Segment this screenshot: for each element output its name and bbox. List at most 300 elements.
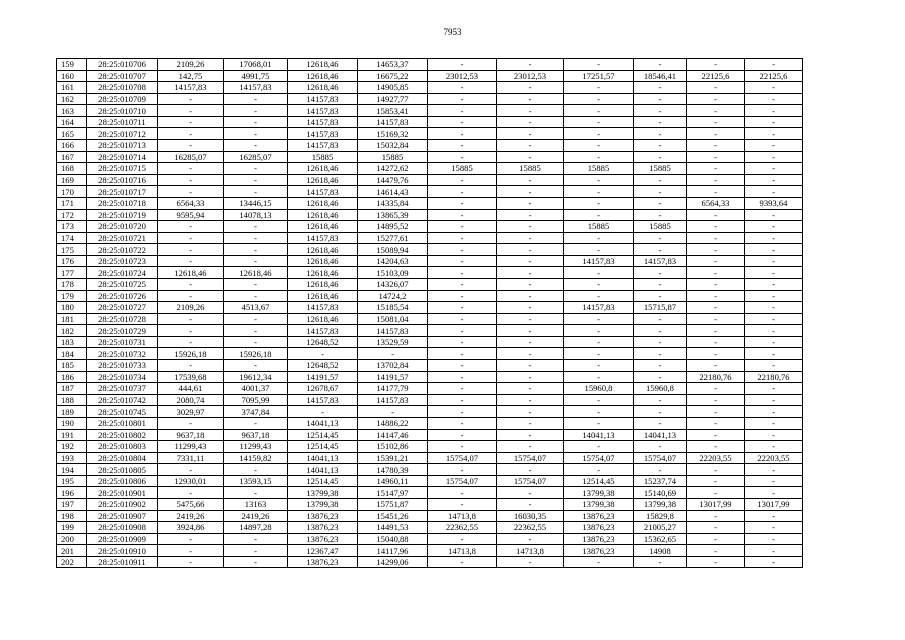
value-cell: 15451,26 — [358, 510, 428, 522]
value-cell: 14157,83 — [288, 325, 358, 337]
value-cell: - — [745, 394, 803, 406]
table-row — [57, 197, 803, 209]
table-row — [57, 140, 803, 152]
cadastral-number-cell: 28:25:010734 — [87, 371, 158, 383]
value-cell: 13799,38 — [288, 487, 358, 499]
value-cell: 12618,46 — [288, 278, 358, 290]
value-cell: 12618,46 — [288, 174, 358, 186]
value-cell: 15885 — [634, 163, 687, 175]
value-cell: - — [428, 140, 497, 152]
value-cell: - — [745, 383, 803, 395]
row-number-cell: 191 — [57, 429, 87, 441]
row-number-cell: 165 — [57, 128, 87, 140]
value-cell: - — [745, 232, 803, 244]
value-cell: 142,75 — [158, 70, 224, 82]
row-number-cell: 184 — [57, 348, 87, 360]
value-cell: - — [634, 82, 687, 94]
value-cell: 22180,76 — [745, 371, 803, 383]
value-cell: - — [224, 313, 288, 325]
table-row — [57, 244, 803, 256]
row-number-cell: 175 — [57, 244, 87, 256]
value-cell: - — [224, 232, 288, 244]
value-cell: - — [687, 348, 745, 360]
value-cell: - — [745, 128, 803, 140]
value-cell: 4001,37 — [224, 383, 288, 395]
value-cell: 15277,61 — [358, 232, 428, 244]
value-cell: - — [497, 244, 564, 256]
value-cell: - — [687, 383, 745, 395]
value-cell: - — [428, 151, 497, 163]
row-number-cell: 182 — [57, 325, 87, 337]
value-cell: 15751,87 — [358, 498, 428, 510]
value-cell: 14147,46 — [358, 429, 428, 441]
value-cell: 14157,83 — [288, 140, 358, 152]
value-cell: - — [687, 325, 745, 337]
value-cell: 14157,83 — [158, 82, 224, 94]
row-number-cell: 183 — [57, 336, 87, 348]
table-row — [57, 545, 803, 557]
value-cell: - — [428, 441, 497, 453]
value-cell: - — [428, 406, 497, 418]
value-cell: 13865,39 — [358, 209, 428, 221]
value-cell: 9637,18 — [158, 429, 224, 441]
value-cell: 13593,15 — [224, 475, 288, 487]
row-number-cell: 194 — [57, 464, 87, 476]
value-cell: - — [564, 406, 634, 418]
value-cell: 14908 — [634, 545, 687, 557]
table-row — [57, 186, 803, 198]
value-cell: - — [745, 140, 803, 152]
value-cell: 13876,23 — [564, 545, 634, 557]
value-cell: 13799,38 — [564, 498, 634, 510]
value-cell: - — [745, 174, 803, 186]
value-cell: - — [745, 151, 803, 163]
value-cell: - — [745, 93, 803, 105]
value-cell: - — [497, 197, 564, 209]
value-cell: - — [564, 267, 634, 279]
value-cell: - — [687, 255, 745, 267]
value-cell: - — [564, 313, 634, 325]
value-cell: 13799,38 — [564, 487, 634, 499]
table-row — [57, 174, 803, 186]
row-number-cell: 177 — [57, 267, 87, 279]
value-cell: 12618,46 — [288, 82, 358, 94]
value-cell: - — [224, 278, 288, 290]
value-cell: - — [428, 360, 497, 372]
value-cell: - — [687, 221, 745, 233]
value-cell: - — [158, 487, 224, 499]
value-cell: - — [745, 59, 803, 71]
value-cell: - — [158, 290, 224, 302]
value-cell: - — [745, 244, 803, 256]
value-cell: 22203,55 — [687, 452, 745, 464]
value-cell: 13799,38 — [288, 498, 358, 510]
value-cell: 14191,57 — [358, 371, 428, 383]
value-cell: 15040,88 — [358, 533, 428, 545]
value-cell: - — [687, 464, 745, 476]
row-number-cell: 179 — [57, 290, 87, 302]
value-cell: 3747,84 — [224, 406, 288, 418]
value-cell: 12618,46 — [288, 313, 358, 325]
value-cell: 12678,67 — [288, 383, 358, 395]
value-cell: 2109,26 — [158, 302, 224, 314]
value-cell: - — [745, 186, 803, 198]
value-cell: 15140,69 — [634, 487, 687, 499]
cadastral-number-cell: 28:25:010909 — [87, 533, 158, 545]
row-number-cell: 176 — [57, 255, 87, 267]
value-cell: - — [745, 209, 803, 221]
cadastral-number-cell: 28:25:010723 — [87, 255, 158, 267]
value-cell: - — [428, 464, 497, 476]
value-cell: - — [564, 371, 634, 383]
value-cell: 13876,23 — [564, 533, 634, 545]
value-cell: 11299,43 — [158, 441, 224, 453]
value-cell: - — [224, 93, 288, 105]
value-cell: 14713,8 — [428, 545, 497, 557]
value-cell: - — [564, 140, 634, 152]
cadastral-number-cell: 28:25:010727 — [87, 302, 158, 314]
value-cell: - — [687, 533, 745, 545]
cadastral-number-cell: 28:25:010804 — [87, 452, 158, 464]
cadastral-number-cell: 28:25:010726 — [87, 290, 158, 302]
value-cell: 14335,84 — [358, 197, 428, 209]
value-cell: 14272,62 — [358, 163, 428, 175]
value-cell: - — [687, 475, 745, 487]
value-cell: - — [634, 336, 687, 348]
value-cell: 14157,83 — [288, 232, 358, 244]
value-cell: - — [564, 290, 634, 302]
value-cell: - — [745, 163, 803, 175]
value-cell: - — [497, 348, 564, 360]
value-cell: - — [428, 244, 497, 256]
value-cell: 2419,26 — [158, 510, 224, 522]
value-cell: - — [158, 221, 224, 233]
value-cell: - — [497, 371, 564, 383]
value-cell: - — [158, 360, 224, 372]
value-cell: 21005,27 — [634, 522, 687, 534]
value-cell: 15960,8 — [564, 383, 634, 395]
value-cell: - — [497, 151, 564, 163]
value-cell: - — [428, 278, 497, 290]
value-cell: - — [745, 313, 803, 325]
value-cell: 15185,54 — [358, 302, 428, 314]
row-number-cell: 198 — [57, 510, 87, 522]
value-cell: 12618,46 — [288, 197, 358, 209]
value-cell: - — [428, 417, 497, 429]
row-number-cell: 162 — [57, 93, 87, 105]
value-cell: - — [687, 151, 745, 163]
value-cell: 14041,13 — [564, 429, 634, 441]
cadastral-value-table — [56, 58, 803, 568]
row-number-cell: 202 — [57, 556, 87, 568]
value-cell: 14157,83 — [288, 394, 358, 406]
value-cell: - — [687, 394, 745, 406]
value-cell: - — [428, 302, 497, 314]
cadastral-number-cell: 28:25:010710 — [87, 105, 158, 117]
value-cell: - — [428, 221, 497, 233]
value-cell: - — [358, 348, 428, 360]
value-cell: - — [428, 336, 497, 348]
value-cell: 5475,66 — [158, 498, 224, 510]
value-cell: - — [428, 116, 497, 128]
value-cell: 444,61 — [158, 383, 224, 395]
value-cell: 14191,57 — [288, 371, 358, 383]
table-row — [57, 417, 803, 429]
value-cell: - — [634, 59, 687, 71]
value-cell: 15391,21 — [358, 452, 428, 464]
value-cell: - — [745, 522, 803, 534]
value-cell: - — [745, 267, 803, 279]
value-cell: - — [745, 325, 803, 337]
value-cell: 4513,67 — [224, 302, 288, 314]
table-row — [57, 82, 803, 94]
cadastral-number-cell: 28:25:010745 — [87, 406, 158, 418]
value-cell: - — [497, 267, 564, 279]
value-cell: - — [497, 429, 564, 441]
value-cell: - — [564, 116, 634, 128]
cadastral-number-cell: 28:25:010709 — [87, 93, 158, 105]
value-cell: - — [428, 556, 497, 568]
cadastral-number-cell: 28:25:010907 — [87, 510, 158, 522]
table-row — [57, 452, 803, 464]
cadastral-number-cell: 28:25:010711 — [87, 116, 158, 128]
value-cell: 13017,99 — [687, 498, 745, 510]
value-cell: - — [687, 336, 745, 348]
table-row — [57, 394, 803, 406]
value-cell: 14895,52 — [358, 221, 428, 233]
value-cell: 15237,74 — [634, 475, 687, 487]
value-cell: - — [564, 209, 634, 221]
value-cell: 14653,37 — [358, 59, 428, 71]
table-row — [57, 128, 803, 140]
value-cell: - — [745, 255, 803, 267]
value-cell: 14897,28 — [224, 522, 288, 534]
cadastral-number-cell: 28:25:010721 — [87, 232, 158, 244]
cadastral-number-cell: 28:25:010712 — [87, 128, 158, 140]
cadastral-number-cell: 28:25:010725 — [87, 278, 158, 290]
value-cell: 14960,11 — [358, 475, 428, 487]
row-number-cell: 192 — [57, 441, 87, 453]
value-cell: 14157,83 — [288, 93, 358, 105]
value-cell: 14157,83 — [224, 82, 288, 94]
value-cell: - — [564, 93, 634, 105]
value-cell: - — [158, 140, 224, 152]
value-cell: - — [158, 186, 224, 198]
value-cell: 7095,99 — [224, 394, 288, 406]
table-row — [57, 406, 803, 418]
table-row — [57, 464, 803, 476]
value-cell: 14041,13 — [634, 429, 687, 441]
value-cell: - — [158, 93, 224, 105]
value-cell: 14157,83 — [288, 186, 358, 198]
table-row — [57, 533, 803, 545]
value-cell: 15102,86 — [358, 441, 428, 453]
row-number-cell: 200 — [57, 533, 87, 545]
table-row — [57, 163, 803, 175]
value-cell: - — [687, 360, 745, 372]
value-cell: - — [745, 336, 803, 348]
value-cell: - — [497, 290, 564, 302]
value-cell: - — [428, 82, 497, 94]
value-cell: 14157,83 — [358, 116, 428, 128]
value-cell: - — [634, 441, 687, 453]
value-cell: - — [224, 244, 288, 256]
value-cell: 11299,43 — [224, 441, 288, 453]
value-cell: 14905,85 — [358, 82, 428, 94]
value-cell: 15089,94 — [358, 244, 428, 256]
value-cell: - — [745, 82, 803, 94]
value-cell: - — [224, 140, 288, 152]
table-row — [57, 59, 803, 71]
value-cell: - — [497, 186, 564, 198]
cadastral-number-cell: 28:25:010713 — [87, 140, 158, 152]
value-cell: - — [497, 128, 564, 140]
value-cell: 14157,83 — [564, 255, 634, 267]
table-row — [57, 383, 803, 395]
value-cell: 12618,46 — [288, 267, 358, 279]
value-cell: 14078,13 — [224, 209, 288, 221]
table-row — [57, 348, 803, 360]
value-cell: - — [497, 174, 564, 186]
value-cell: - — [687, 128, 745, 140]
table-row — [57, 221, 803, 233]
value-cell: 16030,35 — [497, 510, 564, 522]
value-cell: - — [634, 556, 687, 568]
value-cell: 23012,53 — [497, 70, 564, 82]
value-cell: 17068,01 — [224, 59, 288, 71]
value-cell: - — [634, 267, 687, 279]
value-cell: - — [564, 394, 634, 406]
value-cell: - — [687, 441, 745, 453]
value-cell: 9637,18 — [224, 429, 288, 441]
table-row — [57, 441, 803, 453]
table-row — [57, 325, 803, 337]
value-cell: 12514,45 — [288, 475, 358, 487]
value-cell: - — [634, 232, 687, 244]
value-cell: - — [564, 244, 634, 256]
value-cell: - — [224, 360, 288, 372]
value-cell: - — [564, 174, 634, 186]
value-cell: 15754,07 — [497, 475, 564, 487]
cadastral-number-cell: 28:25:010717 — [87, 186, 158, 198]
table-row — [57, 278, 803, 290]
value-cell: 15754,07 — [428, 452, 497, 464]
value-cell: 12618,46 — [158, 267, 224, 279]
value-cell: - — [158, 105, 224, 117]
value-cell: - — [634, 290, 687, 302]
value-cell: - — [634, 128, 687, 140]
value-cell: - — [745, 290, 803, 302]
value-cell: - — [745, 278, 803, 290]
cadastral-number-cell: 28:25:010720 — [87, 221, 158, 233]
row-number-cell: 159 — [57, 59, 87, 71]
value-cell: - — [158, 533, 224, 545]
value-cell: 14780,39 — [358, 464, 428, 476]
value-cell: 14713,8 — [497, 545, 564, 557]
value-cell: - — [687, 556, 745, 568]
value-cell: 23012,53 — [428, 70, 497, 82]
value-cell: - — [745, 464, 803, 476]
value-cell: 15032,84 — [358, 140, 428, 152]
value-cell: - — [158, 325, 224, 337]
value-cell: 14157,83 — [564, 302, 634, 314]
table-row — [57, 429, 803, 441]
value-cell: 12367,47 — [288, 545, 358, 557]
value-cell: 14159,82 — [224, 452, 288, 464]
value-cell: - — [158, 244, 224, 256]
value-cell: 14713,8 — [428, 510, 497, 522]
row-number-cell: 199 — [57, 522, 87, 534]
value-cell: - — [687, 278, 745, 290]
cadastral-number-cell: 28:25:010731 — [87, 336, 158, 348]
value-cell: - — [564, 336, 634, 348]
row-number-cell: 169 — [57, 174, 87, 186]
value-cell: 17251,57 — [564, 70, 634, 82]
value-cell: - — [288, 348, 358, 360]
value-cell: 13446,15 — [224, 197, 288, 209]
value-cell: - — [428, 105, 497, 117]
value-cell: 4991,75 — [224, 70, 288, 82]
page-number: 7953 — [443, 27, 462, 37]
value-cell: - — [745, 533, 803, 545]
value-cell: - — [497, 93, 564, 105]
value-cell: 14724,2 — [358, 290, 428, 302]
value-cell: 15885 — [428, 163, 497, 175]
row-number-cell: 172 — [57, 209, 87, 221]
row-number-cell: 171 — [57, 197, 87, 209]
value-cell: 6564,33 — [158, 197, 224, 209]
value-cell: - — [158, 417, 224, 429]
value-cell: - — [687, 545, 745, 557]
value-cell: 14041,13 — [288, 464, 358, 476]
row-number-cell: 168 — [57, 163, 87, 175]
value-cell: - — [745, 406, 803, 418]
value-cell: 3924,86 — [158, 522, 224, 534]
value-cell: 6564,33 — [687, 197, 745, 209]
value-cell: 12618,46 — [288, 59, 358, 71]
table-row — [57, 105, 803, 117]
cadastral-number-cell: 28:25:010719 — [87, 209, 158, 221]
table-row — [57, 487, 803, 499]
value-cell: - — [687, 93, 745, 105]
value-cell: 14491,53 — [358, 522, 428, 534]
value-cell: 15829,8 — [634, 510, 687, 522]
value-cell: - — [224, 290, 288, 302]
value-cell: - — [224, 556, 288, 568]
value-cell: - — [497, 360, 564, 372]
value-cell: 15926,18 — [224, 348, 288, 360]
cadastral-number-cell: 28:25:010718 — [87, 197, 158, 209]
value-cell: - — [428, 128, 497, 140]
table-row — [57, 313, 803, 325]
cadastral-number-cell: 28:25:010728 — [87, 313, 158, 325]
cadastral-number-cell: 28:25:010902 — [87, 498, 158, 510]
table-row — [57, 475, 803, 487]
cadastral-number-cell: 28:25:010805 — [87, 464, 158, 476]
value-cell: - — [224, 255, 288, 267]
value-cell: 14041,13 — [288, 417, 358, 429]
value-cell: - — [428, 93, 497, 105]
row-number-cell: 193 — [57, 452, 87, 464]
value-cell: - — [634, 186, 687, 198]
value-cell: - — [634, 464, 687, 476]
cadastral-number-cell: 28:25:010724 — [87, 267, 158, 279]
value-cell: - — [224, 336, 288, 348]
value-cell: - — [224, 186, 288, 198]
value-cell: - — [428, 255, 497, 267]
value-cell: - — [687, 487, 745, 499]
table-row — [57, 267, 803, 279]
